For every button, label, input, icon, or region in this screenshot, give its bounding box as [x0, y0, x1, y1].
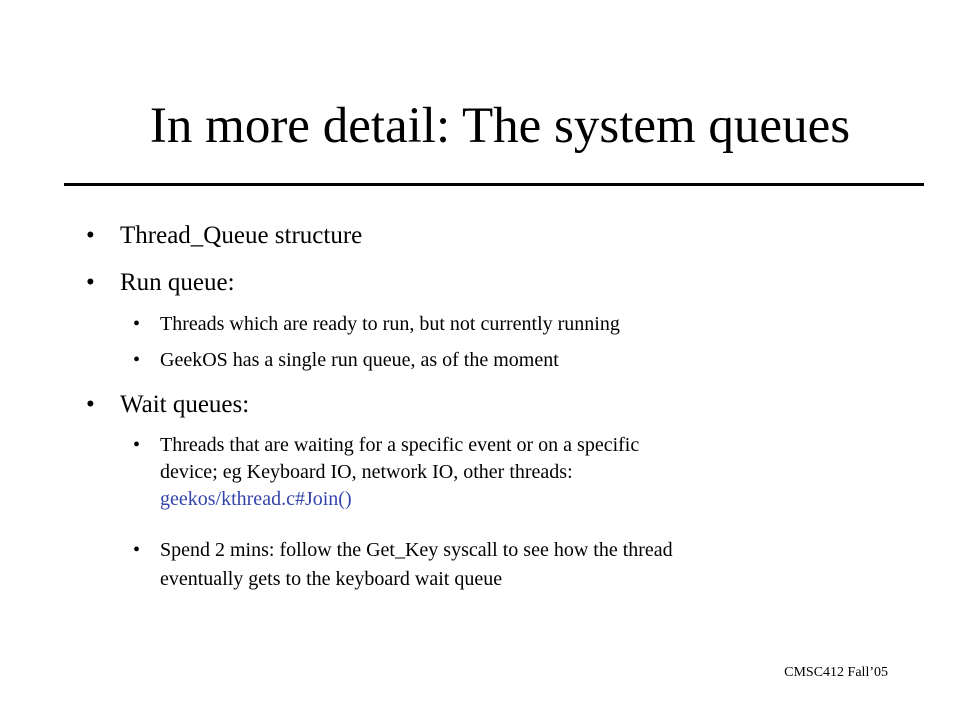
- bullet-text: Run queue:: [120, 269, 235, 296]
- bullet-dot: •: [86, 391, 95, 418]
- sub-bullet-text-line-2: eventually gets to the keyboard wait queue: [160, 568, 503, 590]
- sub-bullet-text: GeekOS has a single run queue, as of the moment: [160, 349, 559, 371]
- sub-bullet-text-line-2: device; eg Keyboard IO, network IO, other threads:: [160, 461, 573, 483]
- kthread-join-link[interactable]: geekos/kthread.c#Join(): [160, 488, 352, 510]
- sub-bullet-text-line-1: Threads that are waiting for a specific event or on a specific: [160, 434, 640, 456]
- sub-bullet-text-line-1: Spend 2 mins: follow the Get_Key syscall to see how the thread: [160, 539, 673, 561]
- bullet-text: Wait queues:: [120, 391, 250, 418]
- sub-bullet-dot: •: [133, 434, 141, 456]
- bullet-dot: •: [86, 222, 95, 249]
- bullet-text: Thread_Queue structure: [120, 222, 363, 249]
- sub-bullet-dot: •: [133, 349, 141, 371]
- slide-footer: CMSC412 Fall’05: [784, 665, 888, 680]
- sub-bullet-text: Threads which are ready to run, but not currently running: [160, 313, 620, 335]
- bullet-dot: •: [86, 269, 95, 296]
- sub-bullet-dot: •: [133, 313, 141, 335]
- sub-bullet-dot: •: [133, 539, 141, 561]
- slide-title: In more detail: The system queues: [149, 98, 851, 154]
